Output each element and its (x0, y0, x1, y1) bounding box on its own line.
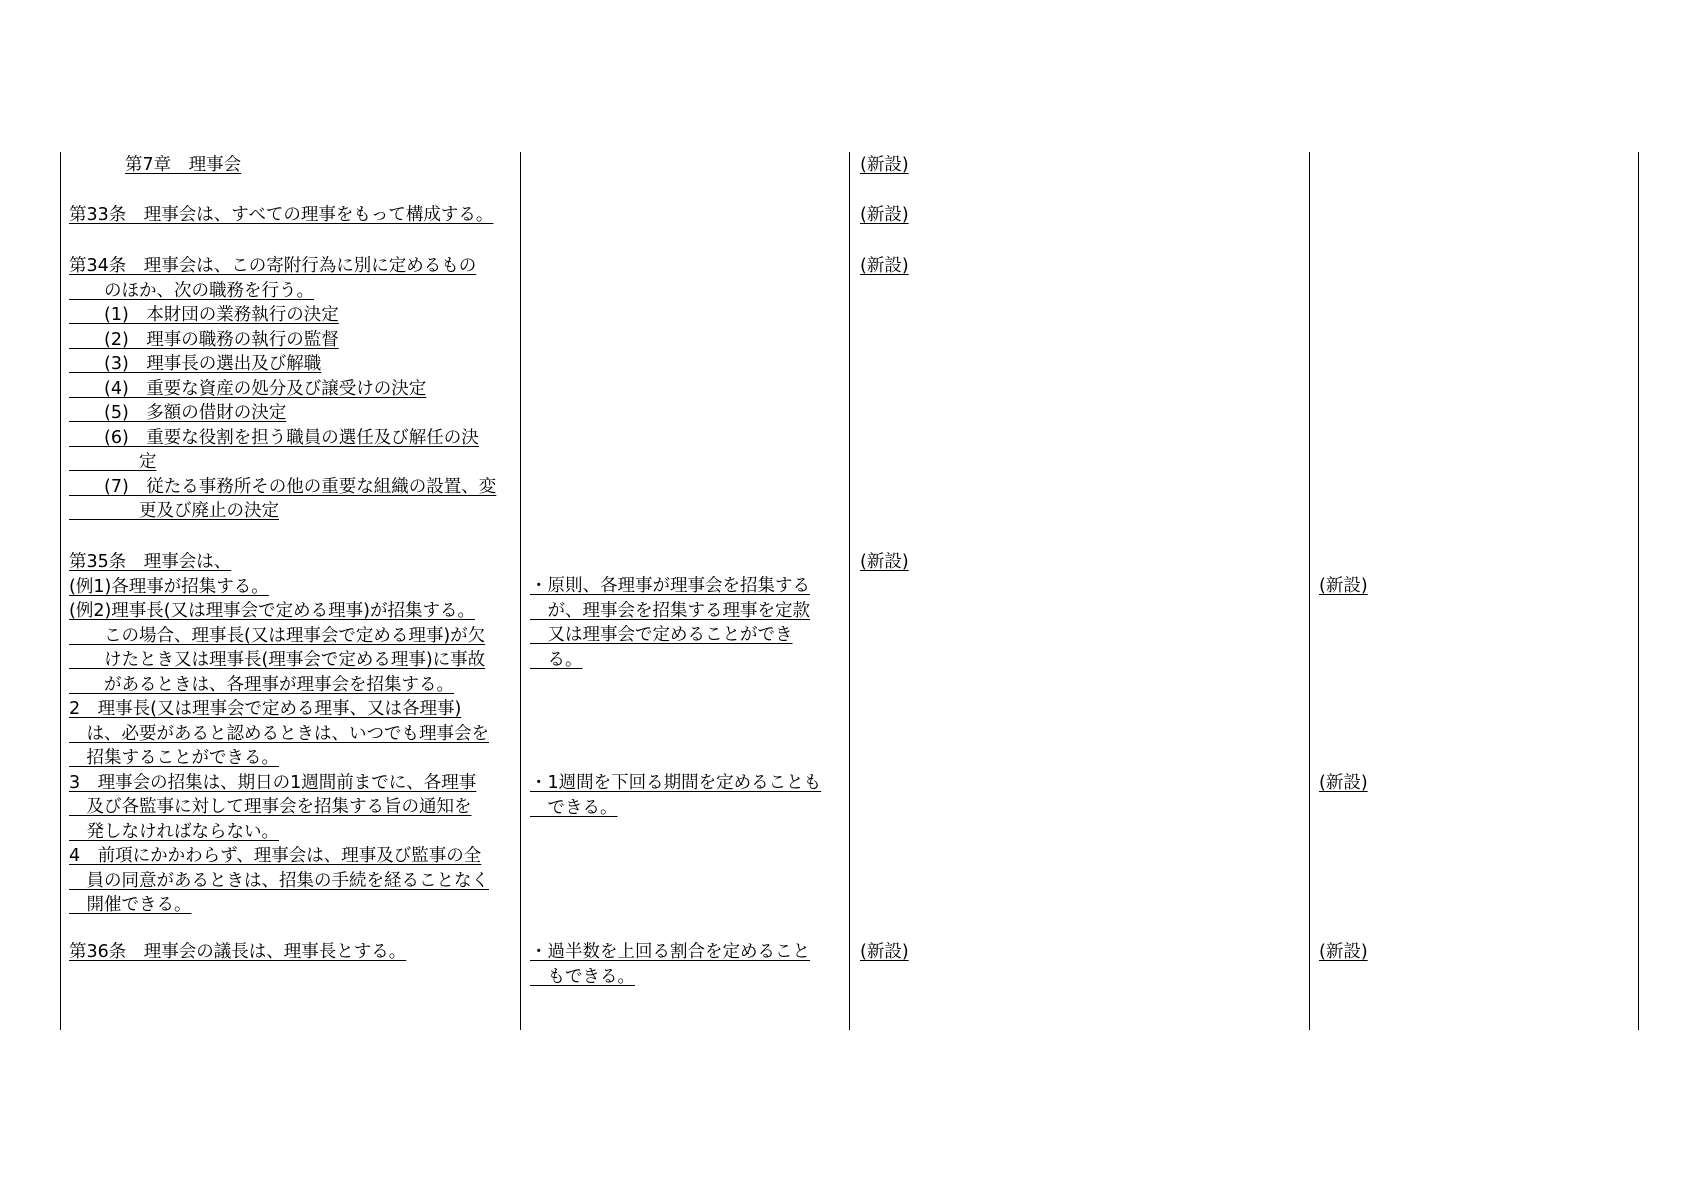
article-35-line: 4 前項にかかわらず、理事会は、理事及び監事の全 (69, 846, 482, 866)
article-34-item: 定 (69, 452, 157, 472)
note-article-36 (530, 940, 810, 989)
new-label-text: (新設) (860, 552, 909, 572)
new-label-text: (新設) (860, 155, 909, 175)
column-rule-left (60, 152, 61, 1030)
article-35-line: 3 理事会の招集は、期日の1週間前までに、各理事 (69, 772, 477, 793)
article-35-line: 第35条 理事会は、 (69, 552, 232, 572)
article-35-line: 2 理事長(又は理事会で定める理事、又は各理事) (69, 699, 462, 719)
article-33-text: 第33条 理事会は、すべての理事をもって構成する。 (69, 205, 494, 225)
article-34-item: (7) 従たる事務所その他の重要な組織の設置、変 (69, 476, 497, 497)
new-label-note35-3 (1319, 771, 1368, 796)
note-article-35-3 (530, 771, 821, 820)
new-label-text: (新設) (1319, 773, 1368, 793)
article-35-line: 員の同意があるときは、招集の手続を経ることなく (69, 870, 489, 891)
column-rule-right (1638, 152, 1639, 1030)
article-33 (69, 203, 493, 228)
new-label-text: (新設) (1319, 576, 1368, 596)
new-label-text: (新設) (860, 942, 909, 962)
new-label-art36 (860, 940, 909, 965)
article-34-line: のほか、次の職務を行う。 (69, 280, 314, 301)
note-line: できる。 (530, 797, 618, 818)
new-label-note35 (1319, 574, 1368, 599)
new-label-note36 (1319, 940, 1368, 965)
note-line: が、理事会を招集する理事を定款 (530, 600, 810, 621)
article-34-item: (2) 理事の職務の執行の監督 (69, 329, 339, 350)
article-35-line: 招集することができる。 (69, 748, 279, 768)
article-35-line: 開催できる。 (69, 895, 192, 915)
new-label-text: (新設) (860, 256, 909, 276)
article-35-line: この場合、理事長(又は理事会で定める理事)が欠 (69, 625, 486, 646)
new-label-art33 (860, 203, 909, 228)
chapter-title (125, 153, 241, 178)
article-34-item: (4) 重要な資産の処分及び譲受けの決定 (69, 378, 427, 399)
article-35-line: があるときは、各理事が理事会を招集する。 (69, 674, 454, 695)
note-line: る。 (530, 649, 583, 670)
chapter-title-text: 第7章 理事会 (125, 155, 242, 175)
article-36-text: 第36条 理事会の議長は、理事長とする。 (69, 942, 407, 962)
article-34-item: (1) 本財団の業務執行の決定 (69, 305, 339, 325)
column-rule-2 (849, 152, 850, 1030)
column-rule-3 (1309, 152, 1310, 1030)
article-34 (69, 254, 496, 524)
article-34-item: 更及び廃止の決定 (69, 501, 279, 521)
article-35-line: (例1)各理事が招集する。 (69, 576, 269, 597)
article-35-line: (例2)理事長(又は理事会で定める理事)が招集する。 (69, 601, 475, 621)
article-35-line: けたとき又は理事長(理事会で定める理事)に事故 (69, 650, 486, 670)
article-34-item: (3) 理事長の選出及び解職 (69, 354, 322, 374)
article-34-line: 第34条 理事会は、この寄附行為に別に定めるもの (69, 256, 477, 276)
article-36 (69, 940, 406, 965)
new-label-chapter (860, 153, 909, 178)
column-rule-1 (520, 152, 521, 1030)
note-article-35 (530, 574, 810, 672)
note-line: もできる。 (530, 966, 635, 987)
article-35 (69, 550, 489, 918)
article-35-line: は、必要があると認めるときは、いつでも理事会を (69, 723, 489, 744)
article-34-item: (5) 多額の借財の決定 (69, 403, 287, 423)
article-35-line: 発しなければならない。 (69, 821, 279, 842)
note-line: ・過半数を上回る割合を定めること (530, 942, 810, 962)
new-label-art35 (860, 550, 909, 575)
note-line: 又は理事会で定めることができ (530, 625, 793, 645)
article-34-item: (6) 重要な役割を担う職員の選任及び解任の決 (69, 427, 479, 448)
new-label-text: (新設) (1319, 942, 1368, 962)
note-line: ・1週間を下回る期間を定めることも (530, 773, 822, 793)
article-35-line: 及び各監事に対して理事会を招集する旨の通知を (69, 797, 472, 817)
note-line: ・原則、各理事が理事会を招集する (530, 576, 810, 596)
new-label-text: (新設) (860, 205, 909, 225)
new-label-art34 (860, 254, 909, 279)
